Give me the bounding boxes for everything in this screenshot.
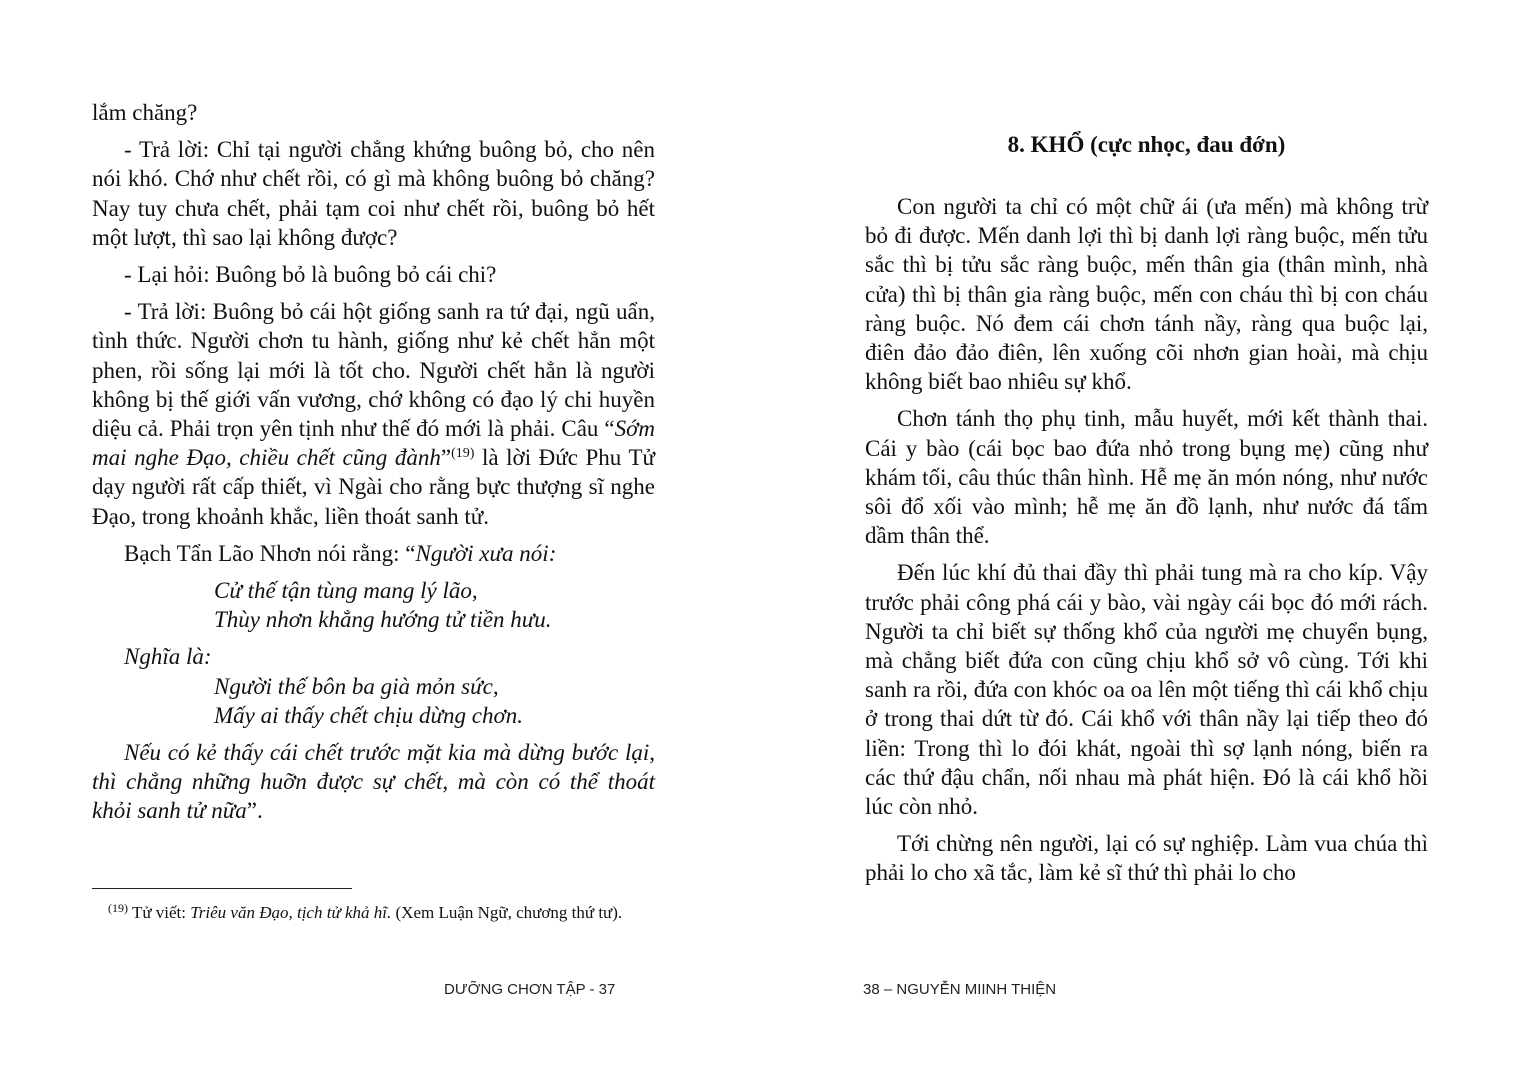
paragraph: Chơn tánh thọ phụ tinh, mẫu huyết, mới kết thành thai. Cái y bào (cái bọc bao đứa nhỏ trong bụng mẹ) cũng như khám tối, câu thúc thân hình. Hễ mẹ ăn món nóng, như nước sôi đổ xối vào mình; hễ mẹ ăn đồ lạnh, như nước đá tẩm dầm thân thể. bbox=[865, 406, 1428, 549]
footnote-number: (19) bbox=[108, 901, 128, 915]
verse-line: Cử thế tận tùng mang lý lão, bbox=[214, 578, 478, 604]
paragraph bbox=[92, 738, 655, 826]
right-page bbox=[760, 0, 1520, 1076]
quote-italic: Nếu có kẻ thấy cái chết trước mặt kia mà dừng bước lại, thì chẳng những huỡn được sự chết, mà còn có thể thoát khỏi sanh tử nữa bbox=[92, 740, 655, 824]
footnote-divider bbox=[92, 888, 352, 889]
text-run: Tử viết: bbox=[128, 903, 191, 922]
footnote-marker: (19) bbox=[451, 446, 475, 462]
text-run: là lời Đức Phu Tử dạy người rất cấp thiết, vì Ngài cho rằng bực thượng sĩ nghe Đạo, trong khoảnh khắc, liền thoát sanh tử. bbox=[92, 445, 655, 529]
text-run: (Xem Luận Ngữ, chương thứ tư). bbox=[391, 903, 623, 922]
text-run: Bạch Tẩn Lão Nhơn nói rằng: “ bbox=[124, 540, 416, 566]
verse-line: Thùy nhơn khẳng hướng tử tiền hưu. bbox=[214, 607, 552, 633]
paragraph: - Trả lời: Chỉ tại người chẳng khứng buông bỏ, cho nên nói khó. Chớ như chết rồi, có gì mà không buông bỏ chăng? Nay tuy chưa chết, phải tạm coi như chết rồi, buông bỏ hết một lượt, thì sao lại không được? bbox=[92, 137, 655, 250]
paragraph bbox=[92, 539, 655, 568]
paragraph: Tới chừng nên người, lại có sự nghiệp. Làm vua chúa thì phải lo cho xã tắc, làm kẻ sĩ thứ thì phải lo cho bbox=[865, 831, 1428, 886]
right-page-body bbox=[865, 130, 1428, 888]
paragraph: - Lại hỏi: Buông bỏ là buông bỏ cái chi? bbox=[124, 262, 497, 288]
quote-italic: Người xưa nói: bbox=[415, 540, 557, 566]
footnote-italic: Triêu văn Đạo, tịch tử khả hĩ. bbox=[190, 903, 392, 922]
paragraph: Con người ta chỉ có một chữ ái (ưa mến) mà không trừ bỏ đi được. Mến danh lợi thì bị danh lợi ràng buộc, mến tửu sắc thì bị tửu sắc ràng buộc, mến thân gia (thân mình, nhà cửa) thì bị thân gia ràng buộc, mến con cháu thì bị con cháu ràng buộc. Nó đem cái chơn tánh nầy, ràng qua buộc lại, điên đảo đảo điên, lên xuống cõi nhơn gian hoài, mà chịu không biết bao nhiêu sự khổ. bbox=[865, 194, 1428, 395]
text-run: ”. bbox=[246, 798, 263, 824]
text-run: ” bbox=[440, 445, 452, 471]
paragraph: Đến lúc khí đủ thai đầy thì phải tung mà ra cho kíp. Vậy trước phải công phá cái y bào, vài ngày cái bọc đó mới rách. Người ta chỉ biết sự thống khổ của người mẹ chuyển bụng, mà chẳng biết đứa con cũng chịu khổ sở vô cùng. Tới khi sanh ra rồi, đứa con khóc oa oa lên một tiếng thì cái khổ chịu ở trong thai dứt từ đó. Cái khổ với thân nầy lại tiếp theo đó liền: Trong thì lo đói khát, ngoài thì sợ lạnh nóng, biến ra các thứ đậu chẩn, nối nhau mà phát hiện. Đó là cái khổ hồi lúc còn nhỏ. bbox=[865, 560, 1428, 820]
verse-block bbox=[92, 576, 655, 634]
page-footer: 38 – NGUYỄN MIINH THIỆN bbox=[863, 981, 1057, 998]
page-footer: DƯỠNG CHƠN TẬP - 37 bbox=[444, 981, 616, 998]
footnote bbox=[92, 901, 655, 924]
verse-block bbox=[92, 672, 655, 730]
verse-label-text: Nghĩa là: bbox=[124, 644, 212, 670]
verse-label bbox=[124, 642, 655, 671]
chapter-title: 8. KHỔ (cực nhọc, đau đớn) bbox=[1007, 132, 1286, 157]
verse-line: Mấy ai thấy chết chịu dừng chơn. bbox=[214, 702, 524, 728]
verse-line: Người thế bôn ba già mỏn sức, bbox=[214, 673, 499, 699]
left-page-body bbox=[92, 98, 655, 826]
text-run: - Trả lời: Buông bỏ cái hột giống sanh ra tứ đại, ngũ uẩn, tình thức. Người chơn tu hành, giống như kẻ chết hẳn một phen, rồi sống lại mới là tốt cho. Người chết hẳn là người không bị thế giới vấn vương, chớ không có đạo lý chi huyền diệu cả. Phải trọn yên tịnh như thế đó mới là phải. Câu “ bbox=[92, 299, 655, 442]
quote-italic: Sớm mai nghe Đạo, chiều chết cũng đành bbox=[92, 416, 655, 471]
paragraph: lắm chăng? bbox=[92, 100, 198, 125]
paragraph bbox=[92, 297, 655, 531]
